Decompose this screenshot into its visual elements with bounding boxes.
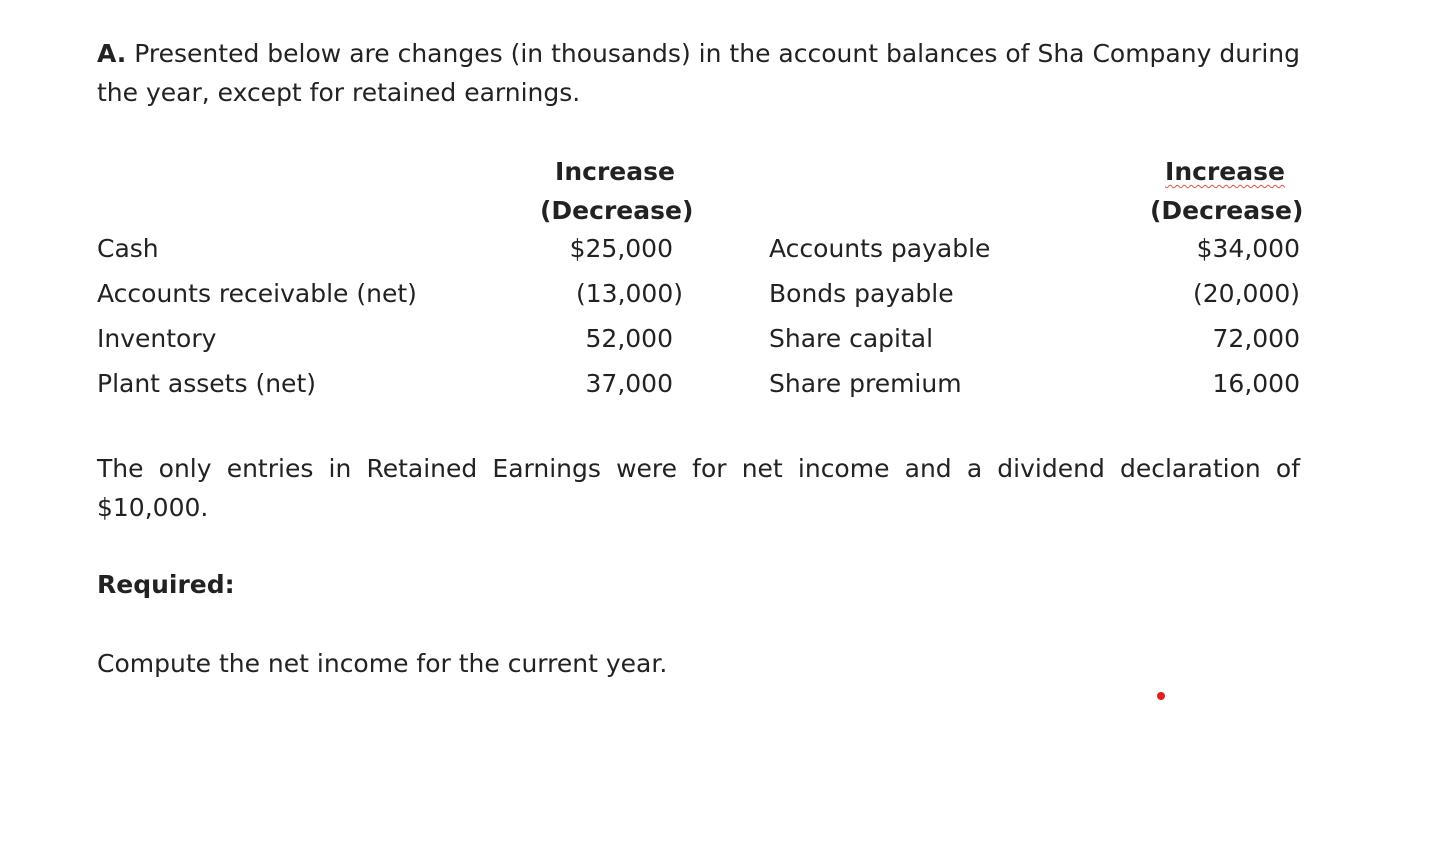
right-row-label: Bonds payable (769, 279, 954, 308)
left-header-decrease: (Decrease) (540, 196, 694, 225)
left-row-amount: 37,000 (585, 369, 673, 398)
left-row-amount: 52,000 (585, 324, 673, 353)
left-row-label: Plant assets (net) (97, 369, 316, 398)
required-heading: Required: (97, 570, 235, 599)
right-row-amount: (20,000) (1193, 279, 1300, 308)
section-label: A. (97, 39, 127, 68)
task-text: Compute the net income for the current year. (97, 649, 668, 678)
left-row-amount: (13,000) (576, 279, 683, 308)
right-header-increase: Increase (1165, 157, 1285, 186)
left-row-label: Cash (97, 234, 159, 263)
retained-earnings-note: The only entries in Retained Earnings were for net income and a dividend declaration of $10,000. (97, 454, 1300, 522)
intro-text: Presented below are changes (in thousands) in the account balances of Sha Company during the year, except for retained earnings. (97, 39, 1300, 107)
red-marker-dot (1157, 692, 1165, 700)
right-row-label: Accounts payable (769, 234, 991, 263)
intro-paragraph (97, 34, 1300, 112)
right-row-label: Share capital (769, 324, 934, 353)
right-row-amount: 16,000 (1212, 369, 1300, 398)
left-header-increase: Increase (555, 157, 675, 186)
left-row-label: Inventory (97, 324, 217, 353)
right-row-amount: 72,000 (1212, 324, 1300, 353)
right-row-amount: $34,000 (1196, 234, 1300, 263)
right-row-label: Share premium (769, 369, 962, 398)
left-row-amount: $25,000 (569, 234, 673, 263)
right-header-decrease: (Decrease) (1150, 196, 1304, 225)
left-row-label: Accounts receivable (net) (97, 279, 417, 308)
